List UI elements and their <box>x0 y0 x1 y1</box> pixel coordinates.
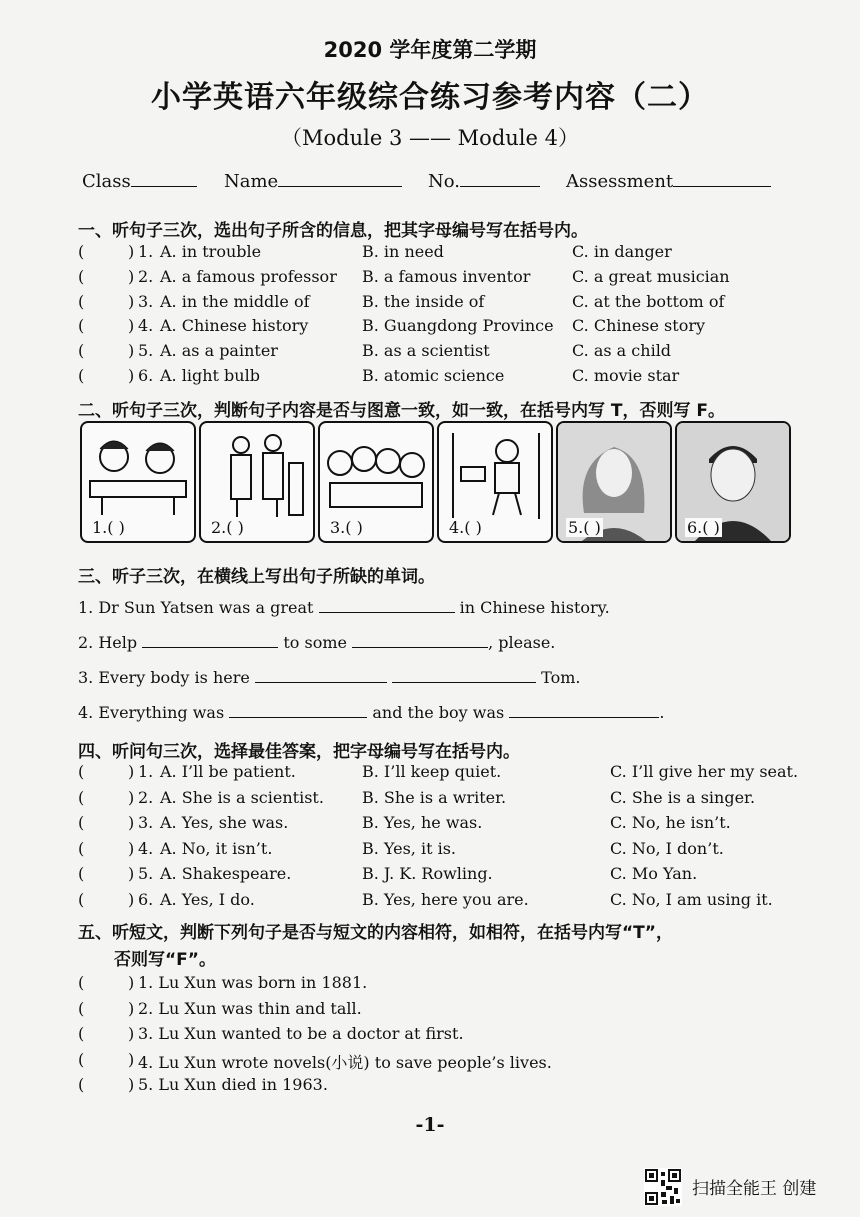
name-label: Name <box>224 171 279 192</box>
module-range: （Module 3 —— Module 4） <box>281 126 579 150</box>
list-item <box>78 341 818 363</box>
answer-paren-open[interactable]: ( <box>78 242 85 261</box>
answer-paren-close[interactable]: ) <box>128 1024 135 1043</box>
option-c: C. in danger <box>572 242 672 261</box>
option-a: A. I’ll be patient. <box>160 762 296 781</box>
answer-paren-close[interactable]: ) <box>128 266 135 286</box>
list-item <box>78 292 818 314</box>
option-a: A. in trouble <box>160 242 262 261</box>
answer-paren-open[interactable]: ( <box>78 762 85 781</box>
section4-heading: 四、听问句三次，选择最佳答案，把字母编号写在括号内。 <box>78 742 520 762</box>
statement-text: 3. Lu Xun wanted to be a doctor at first. <box>138 1024 464 1043</box>
sentence2-part3: , please. <box>488 633 556 652</box>
section3-heading: 三、听子三次，在横线上写出句子所缺的单词。 <box>78 567 435 587</box>
sentence4-part3: . <box>659 703 665 722</box>
fill-sentence-3 <box>78 668 580 687</box>
item-number: 5. <box>138 341 154 361</box>
picture-card-2 <box>199 421 315 543</box>
list-item <box>78 864 818 886</box>
item-number: 5. <box>138 864 154 884</box>
list-item <box>78 1075 818 1097</box>
answer-paren-close[interactable]: ) <box>128 242 135 261</box>
sentence4-blank2[interactable] <box>509 703 659 718</box>
number-label: No. <box>428 171 460 192</box>
picture-label-4[interactable]: 4.( ) <box>449 518 482 537</box>
picture-card-3 <box>318 421 434 543</box>
name-field <box>224 168 402 192</box>
sentence1-part2: in Chinese history. <box>459 598 610 617</box>
page-title: 小学英语六年级综合练习参考内容（二） <box>151 80 709 115</box>
option-c: C. She is a singer. <box>610 787 756 807</box>
option-b: B. in need <box>362 242 444 261</box>
option-a: A. Yes, I do. <box>160 890 255 909</box>
year-term: 2020 学年度第二学期 <box>323 38 537 62</box>
picture-card-6 <box>675 421 791 543</box>
list-item <box>78 890 818 912</box>
option-c: C. I’ll give her my seat. <box>610 762 799 781</box>
answer-paren-open[interactable]: ( <box>78 998 85 1018</box>
picture-card-4 <box>437 421 553 543</box>
option-b: B. as a scientist <box>362 341 490 361</box>
answer-paren-open[interactable]: ( <box>78 1049 85 1069</box>
option-c: C. Chinese story <box>572 316 706 336</box>
option-c: C. at the bottom of <box>572 291 725 311</box>
answer-paren-close[interactable]: ) <box>128 864 135 884</box>
section1-heading: 一、听句子三次，选出句子所含的信息，把其字母编号写在括号内。 <box>78 221 588 241</box>
answer-paren-close[interactable]: ) <box>128 762 135 781</box>
item-number: 2. <box>138 787 154 807</box>
page-number: -1- <box>415 1114 445 1136</box>
option-c: C. No, I don’t. <box>610 838 724 858</box>
answer-paren-open[interactable]: ( <box>78 341 85 361</box>
list-item <box>78 999 818 1021</box>
option-b: B. atomic science <box>362 366 505 385</box>
answer-paren-open[interactable]: ( <box>78 1075 85 1094</box>
option-b: B. Yes, here you are. <box>362 890 529 909</box>
student-info-line <box>82 168 782 194</box>
class-blank[interactable] <box>131 168 197 187</box>
answer-paren-open[interactable]: ( <box>78 864 85 884</box>
option-b: B. She is a writer. <box>362 787 507 807</box>
option-a: A. as a painter <box>160 341 278 361</box>
option-b: B. Guangdong Province <box>362 316 554 336</box>
answer-paren-close[interactable]: ) <box>128 366 135 385</box>
option-c: C. No, I am using it. <box>610 890 773 909</box>
answer-paren-close[interactable]: ) <box>128 838 135 858</box>
answer-paren-close[interactable]: ) <box>128 341 135 361</box>
answer-paren-open[interactable]: ( <box>78 291 85 311</box>
qr-code-icon <box>644 1168 682 1206</box>
list-item <box>78 788 818 810</box>
fill-sentence-2 <box>78 633 555 652</box>
statement-text: 5. Lu Xun died in 1963. <box>138 1075 328 1094</box>
option-a: A. No, it isn’t. <box>160 838 273 858</box>
picture-card-5 <box>556 421 672 543</box>
section2-heading: 二、听句子三次，判断句子内容是否与图意一致，如一致，在括号内写 T，否则写 F。 <box>78 401 726 421</box>
answer-paren-open[interactable]: ( <box>78 838 85 858</box>
option-a: A. Chinese history <box>160 316 309 336</box>
answer-paren-open[interactable]: ( <box>78 973 85 992</box>
option-a: A. She is a scientist. <box>160 787 324 807</box>
answer-paren-open[interactable]: ( <box>78 787 85 807</box>
sentence4-part1: 4. Everything was <box>78 703 225 722</box>
option-b: B. I’ll keep quiet. <box>362 762 502 781</box>
list-item <box>78 762 818 784</box>
answer-paren-open[interactable]: ( <box>78 366 85 385</box>
name-blank[interactable] <box>278 168 402 187</box>
sentence2-blank1[interactable] <box>142 633 278 648</box>
answer-paren-close[interactable]: ) <box>128 316 135 336</box>
answer-paren-close[interactable]: ) <box>128 1049 135 1069</box>
answer-paren-close[interactable]: ) <box>128 291 135 311</box>
list-item <box>78 267 818 289</box>
option-c: C. No, he isn’t. <box>610 813 731 833</box>
statement-text: 4. Lu Xun wrote novels(小说) to save people’s lives. <box>138 1052 552 1072</box>
answer-paren-close[interactable]: ) <box>128 1075 135 1094</box>
option-c: C. Mo Yan. <box>610 864 698 884</box>
answer-paren-close[interactable]: ) <box>128 973 135 992</box>
item-number: 4. <box>138 316 154 336</box>
assessment-blank[interactable] <box>673 168 771 187</box>
list-item <box>78 1024 818 1046</box>
list-item <box>78 366 818 388</box>
option-a: A. light bulb <box>160 366 260 385</box>
option-b: B. Yes, it is. <box>362 838 456 858</box>
class-label: Class <box>82 171 131 192</box>
sentence2-part2: to some <box>283 633 347 652</box>
section5-heading-line2: 否则写“F”。 <box>114 950 216 970</box>
sentence1-blank1[interactable] <box>319 598 455 613</box>
list-item <box>78 973 818 995</box>
answer-paren-open[interactable]: ( <box>78 890 85 909</box>
item-number: 1. <box>138 242 154 261</box>
sentence3-part2: Tom. <box>541 668 581 687</box>
item-number: 1. <box>138 762 154 781</box>
answer-paren-open[interactable]: ( <box>78 1024 85 1043</box>
list-item <box>78 242 818 264</box>
assessment-label: Assessment <box>566 171 674 192</box>
option-a: A. Yes, she was. <box>160 813 289 833</box>
answer-paren-close[interactable]: ) <box>128 787 135 807</box>
number-blank[interactable] <box>460 168 540 187</box>
option-c: C. as a child <box>572 341 672 361</box>
picture-label-6[interactable]: 6.( ) <box>687 518 720 537</box>
option-a: A. a famous professor <box>160 266 337 286</box>
picture-label-3[interactable]: 3.( ) <box>330 518 363 537</box>
sentence3-blank2[interactable] <box>392 668 536 683</box>
sentence3-part1: 3. Every body is here <box>78 668 250 687</box>
list-item <box>78 839 818 861</box>
answer-paren-close[interactable]: ) <box>128 998 135 1018</box>
sentence3-blank1[interactable] <box>255 668 387 683</box>
item-number: 6. <box>138 366 154 385</box>
statement-text: 1. Lu Xun was born in 1881. <box>138 973 368 992</box>
class-field <box>82 168 197 192</box>
option-a: A. Shakespeare. <box>160 864 292 884</box>
sentence2-blank2[interactable] <box>352 633 488 648</box>
section2-pictures <box>80 421 792 543</box>
picture-card-1 <box>80 421 196 543</box>
statement-text: 2. Lu Xun was thin and tall. <box>138 998 362 1018</box>
sentence4-part2: and the boy was <box>372 703 505 722</box>
number-field <box>428 168 540 192</box>
list-item <box>78 813 818 835</box>
section5-heading-line1: 五、听短文，判断下列句子是否与短文的内容相符，如相符，在括号内写“T”， <box>78 923 673 943</box>
fill-sentence-1 <box>78 598 610 617</box>
option-c: C. movie star <box>572 366 680 385</box>
item-number: 3. <box>138 291 154 311</box>
picture-label-5[interactable]: 5.( ) <box>568 518 601 537</box>
list-item <box>78 1050 818 1072</box>
answer-paren-close[interactable]: ) <box>128 813 135 833</box>
option-a: A. in the middle of <box>160 291 310 311</box>
answer-paren-close[interactable]: ) <box>128 890 135 909</box>
option-b: B. Yes, he was. <box>362 813 483 833</box>
option-b: B. a famous inventor <box>362 266 531 286</box>
item-number: 3. <box>138 813 154 833</box>
list-item <box>78 316 818 338</box>
item-number: 4. <box>138 838 154 858</box>
item-number: 2. <box>138 266 154 286</box>
fill-sentence-4 <box>78 703 664 722</box>
option-b: B. the inside of <box>362 291 485 311</box>
assessment-field <box>566 168 771 192</box>
answer-paren-open[interactable]: ( <box>78 316 85 336</box>
sentence1-part1: 1. Dr Sun Yatsen was a great <box>78 598 314 617</box>
answer-paren-open[interactable]: ( <box>78 813 85 833</box>
picture-label-1[interactable]: 1.( ) <box>92 518 125 537</box>
picture-label-2[interactable]: 2.( ) <box>211 518 244 537</box>
answer-paren-open[interactable]: ( <box>78 266 85 286</box>
scanner-text: 扫描全能王 创建 <box>692 1179 817 1199</box>
option-b: B. J. K. Rowling. <box>362 864 493 884</box>
option-c: C. a great musician <box>572 266 730 286</box>
item-number: 6. <box>138 890 154 909</box>
sentence2-part1: 2. Help <box>78 633 138 652</box>
sentence4-blank1[interactable] <box>229 703 367 718</box>
